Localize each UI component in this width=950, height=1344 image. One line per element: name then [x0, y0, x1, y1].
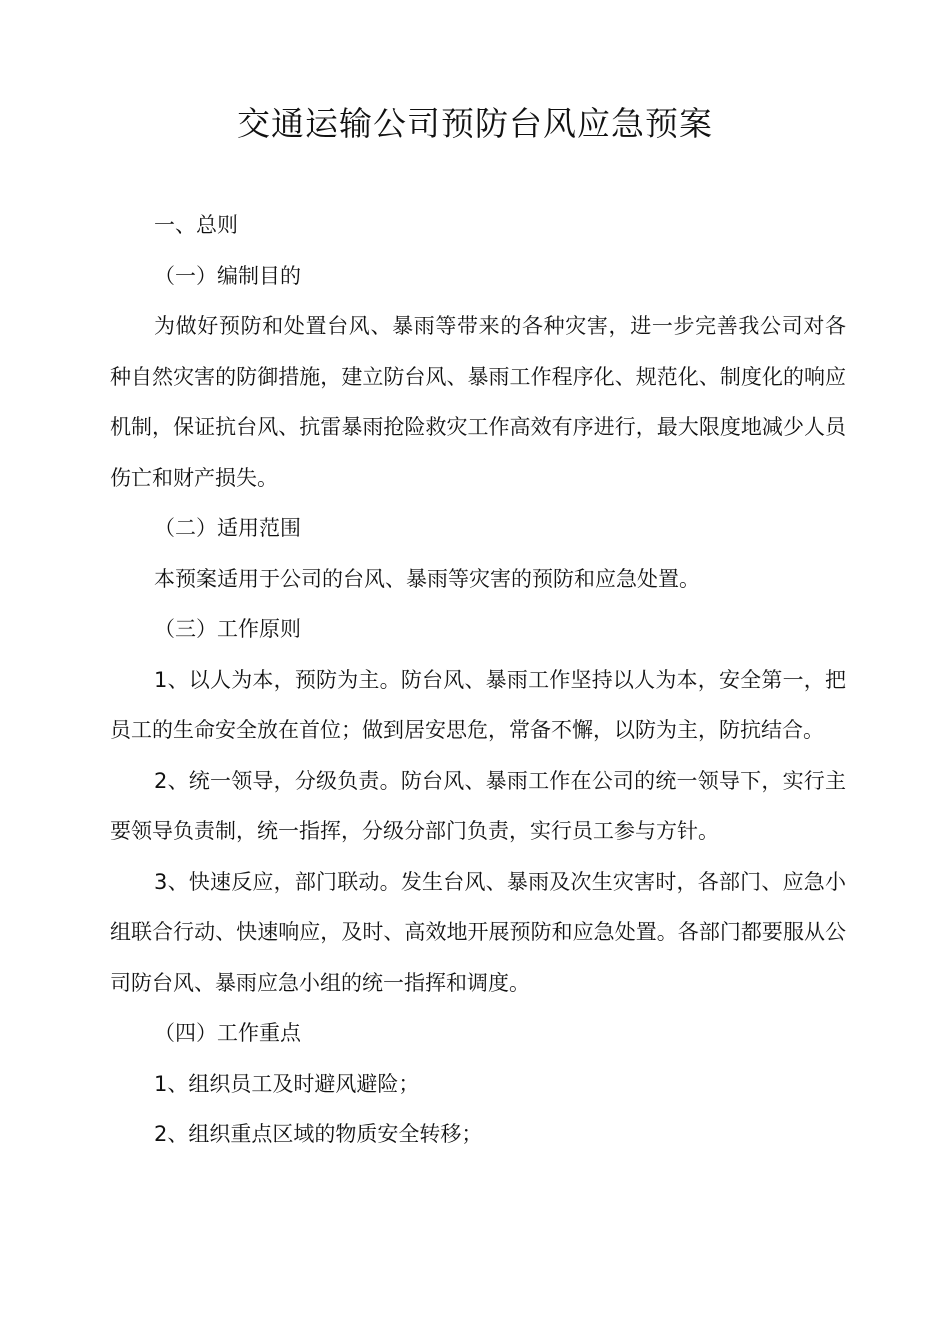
document-body: [110, 200, 846, 1160]
body-paragraph-scope: 本预案适用于公司的台风、暴雨等灾害的预防和应急处置。: [154, 566, 700, 591]
subsection-heading-principles: （三）工作原则: [154, 617, 301, 641]
document-title: 交通运输公司预防台风应急预案: [237, 104, 713, 143]
body-paragraph-principle-2: 2、统一领导，分级负责。防台风、暴雨工作在公司的统一领导下，实行主要领导负责制，统一指挥，分级分部门负责，实行员工参与方针。: [110, 768, 846, 843]
subsection-heading-purpose: （一）编制目的: [154, 263, 301, 288]
body-paragraph-principle-3: 3、快速反应，部门联动。发生台风、暴雨及次生灾害时，各部门、应急小组联合行动、快速响应，及时、高效地开展预防和应急处置。各部门都要服从公司防台风、暴雨应急小组的统一指挥和调度。: [110, 869, 846, 995]
subsection-heading-focus: （四）工作重点: [154, 1021, 301, 1045]
body-paragraph-purpose: 为做好预防和处置台风、暴雨等带来的各种灾害，进一步完善我公司对各种自然灾害的防御措施，建立防台风、暴雨工作程序化、规范化、制度化的响应机制，保证抗台风、抗雷暴雨抢险救灾工作高效有序进行，最大限度地减少人员伤亡和财产损失。: [110, 314, 846, 490]
body-paragraph-principle-1: 1、以人为本，预防为主。防台风、暴雨工作坚持以人为本，安全第一，把员工的生命安全放在首位；做到居安思危，常备不懈，以防为主，防抗结合。: [110, 667, 846, 742]
body-paragraph-focus-1: 1、组织员工及时避风避险；: [154, 1071, 420, 1096]
body-paragraph-focus-2: 2、组织重点区域的物质安全转移；: [154, 1122, 483, 1146]
section-heading-general: 一、总则: [154, 213, 238, 237]
subsection-heading-scope: （二）适用范围: [154, 516, 301, 540]
